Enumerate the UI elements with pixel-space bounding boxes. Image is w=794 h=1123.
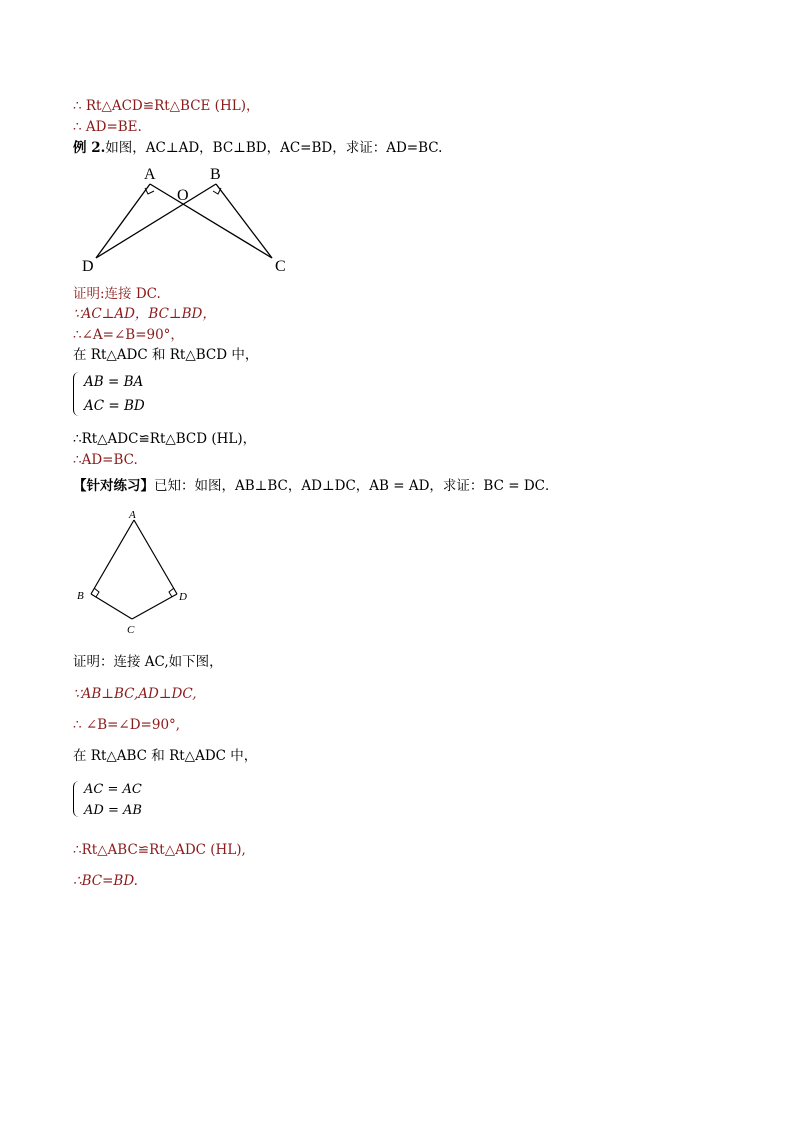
practice-proof-line-3: ∴ ∠B=∠D=90°,	[73, 717, 181, 733]
conclusion-congruence-line: ∴ Rt△ACD≌Rt△BCE (HL)，	[73, 98, 260, 114]
example2-proof-line-3: ∴∠A=∠B=90°，	[73, 327, 184, 343]
vertex-label-a: A	[129, 509, 136, 521]
practice-proof-line-5: ∴Rt△ABC≌Rt△ADC (HL),	[73, 842, 246, 858]
example2-proof-line-2: ∵AC⊥AD，BC⊥BD，	[73, 306, 216, 322]
practice-system-row-2: AD = AB	[84, 803, 142, 818]
example2-proof-line-6: ∴AD=BC.	[73, 452, 138, 468]
segment-ad	[96, 184, 150, 258]
segment-ac	[150, 184, 272, 258]
system-brace	[73, 781, 81, 817]
segment-dc	[132, 594, 177, 619]
practice-proof-line-6: ∴BC=BD.	[73, 873, 138, 889]
practice-equation-system	[73, 779, 142, 821]
segment-bc	[216, 184, 272, 258]
example2-equation-system	[73, 370, 145, 418]
vertex-label-d: D	[179, 591, 187, 603]
example2-statement-text: 如图，AC⊥AD，BC⊥BD，AC=BD，求证：AD=BC.	[105, 140, 443, 156]
example2-figure	[78, 160, 298, 278]
conclusion-equality-line: ∴ AD=BE.	[73, 119, 142, 135]
example2-statement	[73, 140, 442, 156]
practice-figure	[72, 506, 202, 640]
practice-system-row-1: AC = AC	[84, 782, 142, 797]
practice-proof-line-2: ∵AB⊥BC,AD⊥DC,	[73, 686, 197, 702]
segment-bd	[96, 184, 216, 258]
example2-system-row-1: AB = BA	[84, 374, 144, 390]
segment-bc	[91, 594, 132, 619]
practice-statement	[73, 478, 558, 494]
vertex-label-a: A	[144, 166, 156, 183]
example2-proof-line-4: 在 Rt△ADC 和 Rt△BCD 中，	[73, 347, 259, 363]
practice-statement-text: 已知：如图，AB⊥BC，AD⊥DC，AB = AD，求证：BC = DC．	[154, 478, 559, 494]
example2-proof-line-5: ∴Rt△ADC≌Rt△BCD (HL)，	[73, 431, 257, 447]
vertex-label-c: C	[275, 258, 286, 275]
vertex-label-o: O	[177, 187, 189, 204]
segment-ab	[91, 520, 134, 594]
vertex-label-b: B	[210, 166, 221, 183]
vertex-label-b: B	[77, 590, 84, 602]
system-brace	[73, 372, 81, 416]
vertex-label-c: C	[127, 624, 135, 636]
example2-heading: 例 2.	[73, 140, 106, 156]
example2-proof-line-1: 证明:连接 DC.	[73, 286, 161, 302]
example2-system-row-2: AC = BD	[84, 398, 145, 414]
vertex-label-d: D	[82, 258, 94, 275]
practice-proof-line-1: 证明：连接 AC,如下图，	[73, 654, 223, 670]
segment-ad	[134, 520, 177, 594]
practice-heading: 【针对练习】	[73, 478, 154, 494]
practice-proof-line-4: 在 Rt△ABC 和 Rt△ADC 中，	[73, 748, 258, 764]
